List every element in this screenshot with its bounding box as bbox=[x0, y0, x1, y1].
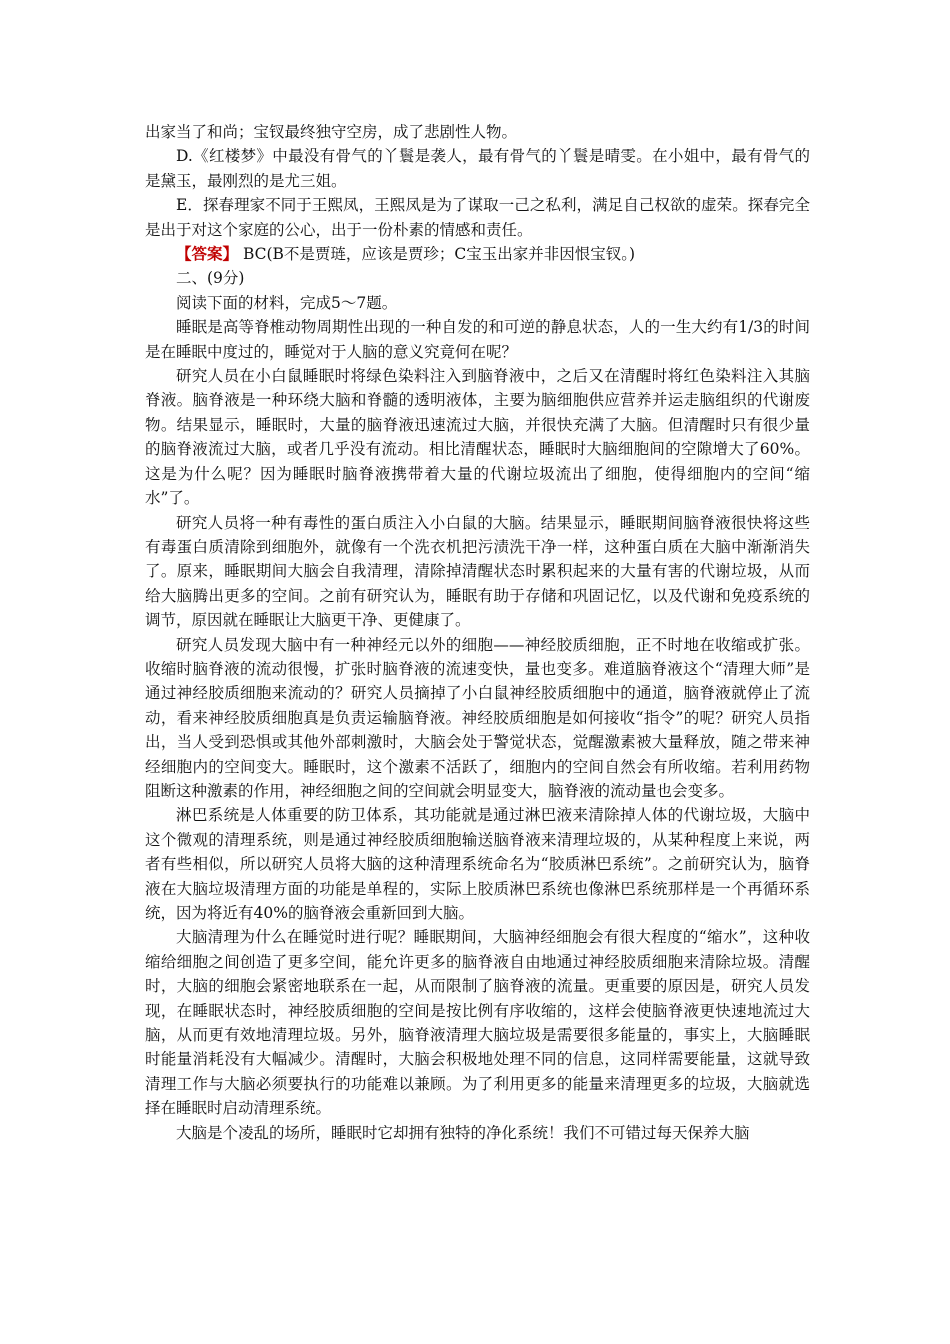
answer-text: BC(B不是贾琏，应该是贾珍；C宝玉出家并非因恨宝钗。) bbox=[242, 245, 636, 264]
option-d: D.《红楼梦》中最没有骨气的丫鬟是袭人，最有骨气的丫鬟是晴雯。在小姐中，最有骨气的是黛玉，最刚烈的是尤三姐。 bbox=[145, 147, 810, 190]
option-c-continuation: 出家当了和尚；宝钗最终独守空房，成了悲剧性人物。 bbox=[145, 123, 518, 141]
section-heading: 二、(9分) bbox=[176, 269, 245, 288]
paragraph: 大脑是个凌乱的场所，睡眠时它却拥有独特的净化系统！我们不可错过每天保养大脑 bbox=[176, 1123, 750, 1142]
option-e: E．探春理家不同于王熙凤，王熙凤是为了谋取一己之私利，满足自己权欲的虚荣。探春完全是出于对这个家庭的公心，出于一份朴素的情感和责任。 bbox=[145, 196, 810, 239]
paragraph: 研究人员在小白鼠睡眠时将绿色染料注入到脑脊液中，之后又在清醒时将红色染料注入其脑脊液。脑脊液是一种环绕大脑和脊髓的透明液体，主要为脑细胞供应营养并运走脑组织的代谢废物。结果显示，睡眠时，大量的脑脊液迅速流过大脑，并很快充满了大脑。但清醒时只有很少量的脑脊液流过大脑，或者几乎没有流动。相比清醒状态，睡眠时大脑细胞间的空隙增大了60%。这是为什么呢？因为睡眠时脑脊液携带着大量的代谢垃圾流出了细胞，使得细胞内的空间“缩水”了。 bbox=[145, 367, 810, 508]
paragraph: 大脑清理为什么在睡觉时进行呢？睡眠期间，大脑神经细胞会有很大程度的“缩水”，这种收缩给细胞之间创造了更多空间，能允许更多的脑脊液自由地通过神经胶质细胞来清除垃圾。清醒时，大脑的细胞会紧密地联系在一起，从而限制了脑脊液的流量。更重要的原因是，研究人员发现，在睡眠状态时，神经胶质细胞的空间是按比例有序收缩的，这样会使脑脊液更快速地流过大脑，从而更有效地清理垃圾。另外，脑脊液清理大脑垃圾是需要很多能量的，事实上，大脑睡眠时能量消耗没有大幅减少。清醒时，大脑会积极地处理不同的信息，这同样需要能量，这就导致清理工作与大脑必须要执行的功能难以兼顾。为了利用更多的能量来清理更多的垃圾，大脑就选择在睡眠时启动清理系统。 bbox=[145, 928, 810, 1118]
paragraph: 睡眠是高等脊椎动物周期性出现的一种自发的和可逆的静息状态，人的一生大约有1/3的时间是在睡眠中度过的，睡觉对于人脑的意义究竟何在呢？ bbox=[145, 318, 810, 361]
answer-tag: 【答案】 bbox=[176, 244, 239, 264]
paragraph: 淋巴系统是人体重要的防卫体系，其功能就是通过淋巴液来清除掉人体的代谢垃圾，大脑中这个微观的清理系统，则是通过神经胶质细胞输送脑脊液来清理垃圾的，从某种程度上来说，两者有些相似，所以研究人员将大脑的这种清理系统命名为“胶质淋巴系统”。之前研究认为，脑脊液在大脑垃圾清理方面的功能是单程的，实际上胶质淋巴系统也像淋巴系统那样是一个再循环系统，因为将近有40%的脑脊液会重新回到大脑。 bbox=[145, 806, 810, 922]
instruction: 阅读下面的材料，完成5～7题。 bbox=[176, 293, 398, 312]
paragraph: 研究人员将一种有毒性的蛋白质注入小白鼠的大脑。结果显示，睡眠期间脑脊液很快将这些有毒蛋白质清除到细胞外，就像有一个洗衣机把污渍洗干净一样，这种蛋白质在大脑中渐渐消失了。原来，睡眠期间大脑会自我清理，清除掉清醒状态时累积起来的大量有害的代谢垃圾，从而给大脑腾出更多的空间。之前有研究认为，睡眠有助于存储和巩固记忆，以及代谢和免疫系统的调节，原因就在睡眠让大脑更干净、更健康了。 bbox=[145, 513, 810, 630]
document-body bbox=[145, 120, 810, 1145]
paragraph: 研究人员发现大脑中有一种神经元以外的细胞——神经胶质细胞，正不时地在收缩或扩张。收缩时脑脊液的流动很慢，扩张时脑脊液的流速变快，量也变多。难道脑脊液这个“清理大师”是通过神经胶质细胞来流动的？研究人员摘掉了小白鼠神经胶质细胞中的通道，脑脊液就停止了流动，看来神经胶质细胞真是负责运输脑脊液。神经胶质细胞是如何接收“指令”的呢？研究人员指出，当人受到恐惧或其他外部刺激时，大脑会处于警觉状态，觉醒激素被大量释放，随之带来神经细胞内的空间变大。睡眠时，这个激素不活跃了，细胞内的空间自然会有所收缩。若利用药物阻断这种激素的作用，神经细胞之间的空间就会明显变大，脑脊液的流动量也会变多。 bbox=[145, 635, 810, 800]
answer-line bbox=[145, 242, 810, 266]
